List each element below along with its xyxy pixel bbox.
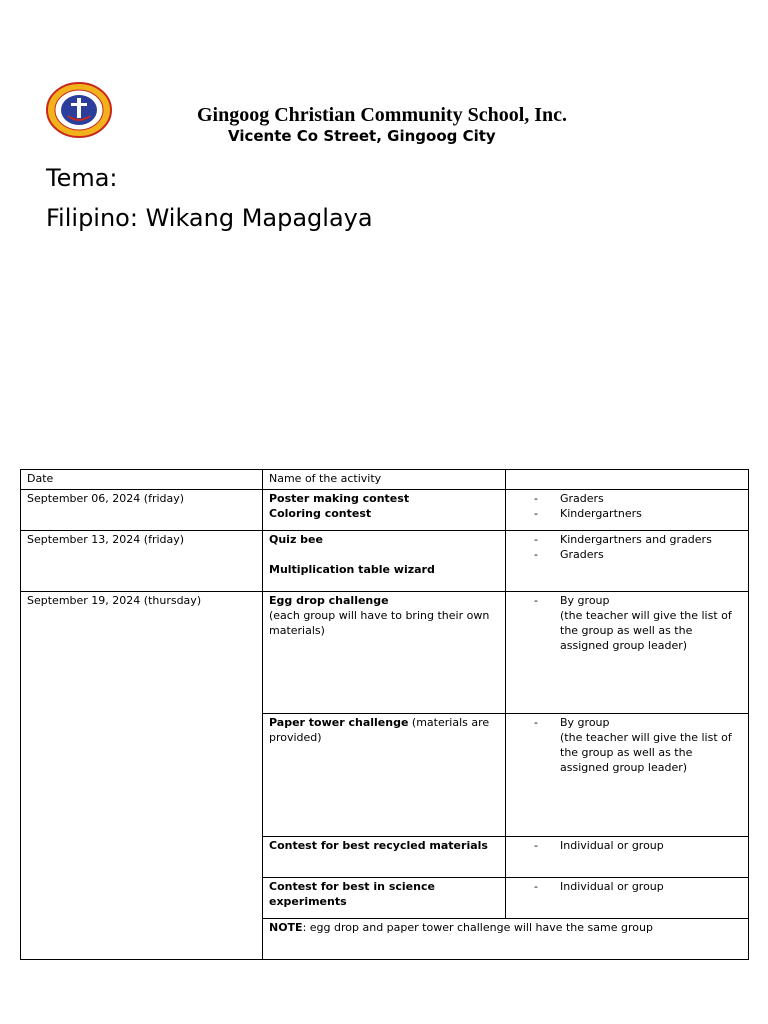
note-label: NOTE bbox=[269, 921, 303, 934]
list-item: - Kindergartners and graders bbox=[534, 533, 712, 546]
row-activity bbox=[263, 837, 506, 878]
activity-note: (each group will have to bring their own materials) bbox=[269, 609, 490, 637]
row-date: September 13, 2024 (friday) bbox=[21, 531, 263, 592]
row-date: September 06, 2024 (friday) bbox=[21, 490, 263, 531]
activity-name: Contest for best in science experiments bbox=[269, 880, 435, 908]
activity-schedule-table bbox=[20, 469, 749, 960]
table-row bbox=[21, 531, 749, 592]
header-participants bbox=[506, 470, 749, 490]
row-activity bbox=[263, 592, 506, 714]
list-item: - Kindergartners bbox=[534, 507, 642, 520]
activity-name: Quiz bee bbox=[269, 533, 323, 546]
note-cell bbox=[263, 919, 749, 960]
activity-name: Egg drop challenge bbox=[269, 594, 389, 607]
table-row bbox=[21, 592, 749, 714]
row-participants bbox=[506, 837, 749, 878]
row-activities bbox=[263, 490, 506, 531]
list-item: - Individual or group bbox=[534, 880, 664, 893]
list-item: - Graders bbox=[534, 492, 604, 505]
theme-title: Filipino: Wikang Mapaglaya bbox=[46, 204, 373, 232]
list-item: - By group (the teacher will give the list of the group as well as the assigned group leader) bbox=[534, 716, 732, 774]
row-activities bbox=[263, 531, 506, 592]
activity-name: Multiplication table wizard bbox=[269, 563, 435, 576]
row-participants bbox=[506, 592, 749, 714]
list-item: - Graders bbox=[534, 548, 604, 561]
school-address: Vicente Co Street, Gingoog City bbox=[228, 127, 496, 145]
list-item: - Individual or group bbox=[534, 839, 664, 852]
table-header-row bbox=[21, 470, 749, 490]
row-participants bbox=[506, 714, 749, 837]
activity-name: Coloring contest bbox=[269, 507, 372, 520]
table-row bbox=[21, 490, 749, 531]
list-item: - By group (the teacher will give the list of the group as well as the assigned group leader) bbox=[534, 594, 732, 652]
note-text: : egg drop and paper tower challenge will have the same group bbox=[302, 921, 653, 934]
activity-name: Poster making contest bbox=[269, 492, 410, 505]
row-activity bbox=[263, 878, 506, 919]
activity-note: (materials are provided) bbox=[269, 716, 490, 744]
activity-name: Contest for best recycled materials bbox=[269, 839, 488, 852]
row-activity bbox=[263, 714, 506, 837]
activity-name: Paper tower challenge bbox=[269, 716, 409, 729]
header-activity: Name of the activity bbox=[263, 470, 506, 490]
row-date: September 19, 2024 (thursday) bbox=[21, 592, 263, 960]
row-participants bbox=[506, 531, 749, 592]
theme-label: Tema: bbox=[46, 164, 118, 192]
school-logo bbox=[46, 82, 112, 138]
row-participants bbox=[506, 878, 749, 919]
school-name: Gingoog Christian Community School, Inc. bbox=[197, 104, 568, 126]
row-participants bbox=[506, 490, 749, 531]
header-date: Date bbox=[21, 470, 263, 490]
